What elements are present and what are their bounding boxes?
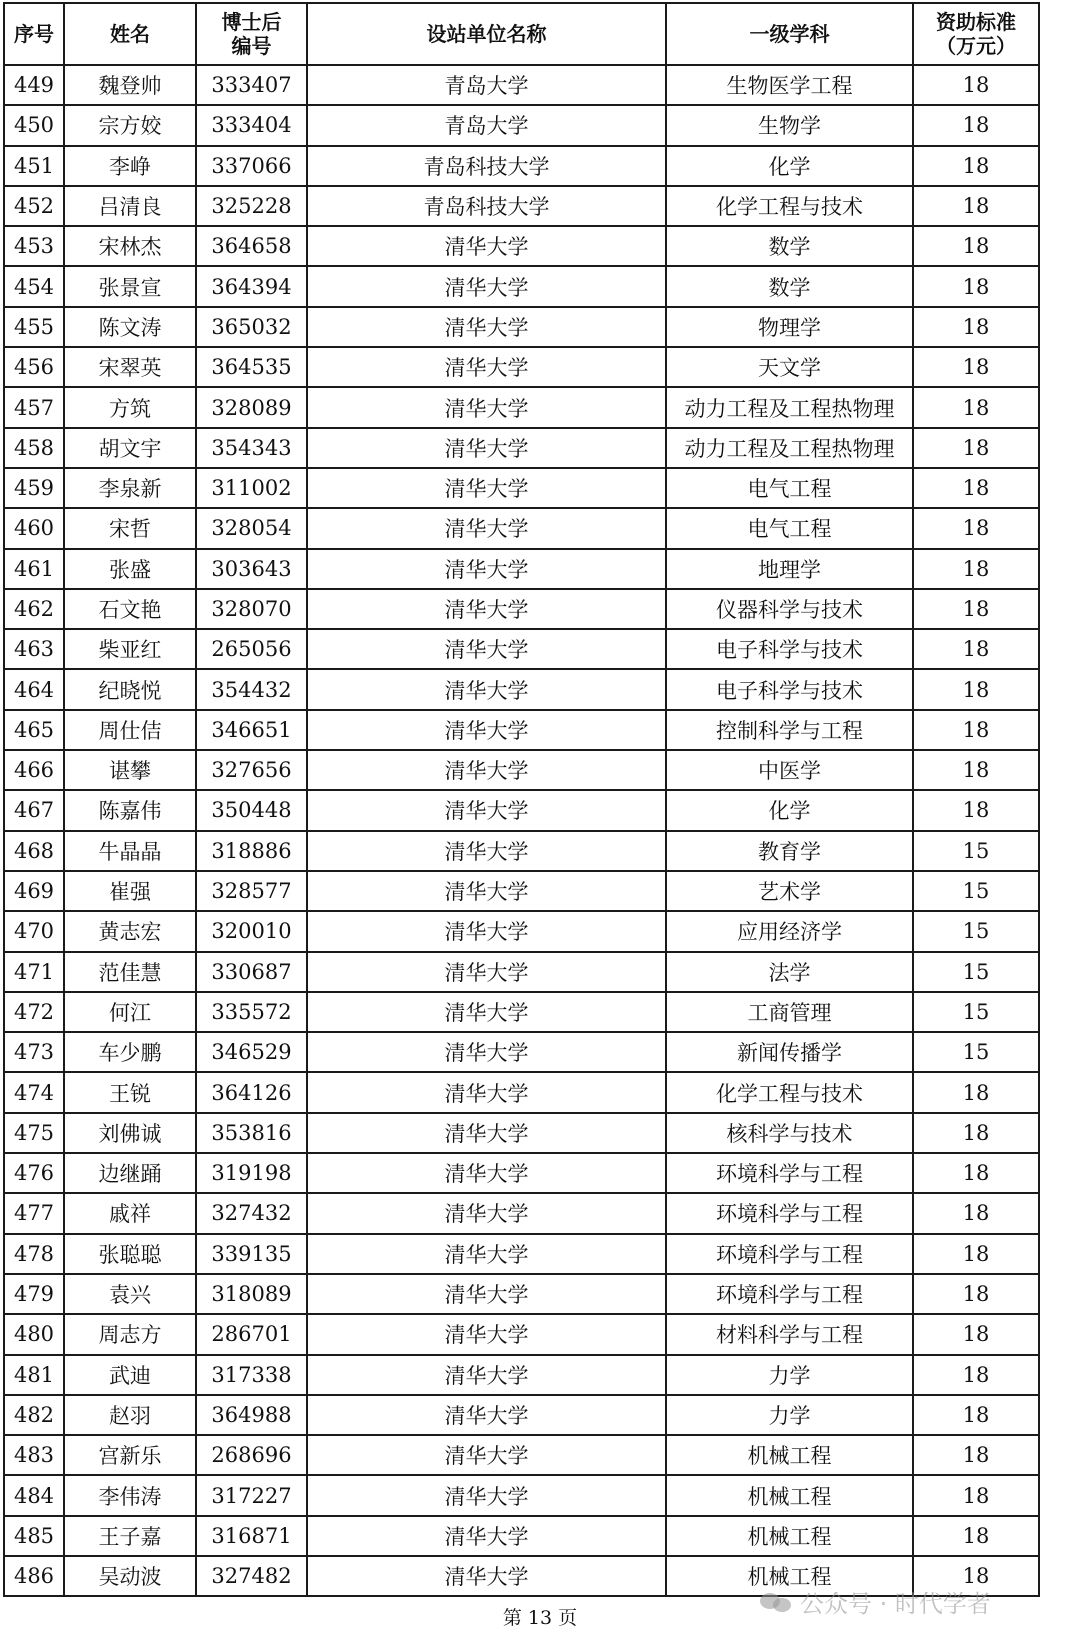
cell-name: 袁兴 <box>64 1274 196 1314</box>
cell-postdoc-id: 364988 <box>196 1395 307 1435</box>
cell-postdoc-id: 337066 <box>196 146 307 186</box>
cell-funding: 18 <box>913 347 1039 387</box>
table-row <box>4 105 1039 145</box>
cell-institution: 清华大学 <box>307 1516 666 1556</box>
cell-index: 453 <box>4 226 64 266</box>
cell-discipline: 环境科学与工程 <box>666 1274 913 1314</box>
cell-institution: 清华大学 <box>307 387 666 427</box>
cell-funding: 18 <box>913 508 1039 548</box>
cell-institution: 清华大学 <box>307 549 666 589</box>
table-body <box>4 65 1039 1596</box>
cell-name: 宗方姣 <box>64 105 196 145</box>
cell-discipline: 新闻传播学 <box>666 1032 913 1072</box>
table-row <box>4 347 1039 387</box>
cell-institution: 清华大学 <box>307 669 666 709</box>
watermark-text: 公众号 · 时代学者 <box>800 1590 991 1618</box>
cell-discipline: 教育学 <box>666 831 913 871</box>
cell-postdoc-id: 268696 <box>196 1435 307 1475</box>
table-row <box>4 1072 1039 1112</box>
cell-index: 466 <box>4 750 64 790</box>
cell-name: 王锐 <box>64 1072 196 1112</box>
cell-institution: 清华大学 <box>307 1032 666 1072</box>
cell-discipline: 机械工程 <box>666 1435 913 1475</box>
cell-funding: 18 <box>913 750 1039 790</box>
cell-name: 李伟涛 <box>64 1475 196 1515</box>
cell-discipline: 工商管理 <box>666 992 913 1032</box>
cell-postdoc-id: 328070 <box>196 589 307 629</box>
cell-discipline: 化学工程与技术 <box>666 186 913 226</box>
cell-name: 范佳慧 <box>64 952 196 992</box>
cell-index: 468 <box>4 831 64 871</box>
cell-name: 方筑 <box>64 387 196 427</box>
cell-discipline: 环境科学与工程 <box>666 1153 913 1193</box>
cell-postdoc-id: 327432 <box>196 1193 307 1233</box>
cell-postdoc-id: 328054 <box>196 508 307 548</box>
table-row <box>4 1395 1039 1435</box>
cell-name: 武迪 <box>64 1355 196 1395</box>
cell-name: 宋翠英 <box>64 347 196 387</box>
cell-index: 474 <box>4 1072 64 1112</box>
cell-discipline: 动力工程及工程热物理 <box>666 428 913 468</box>
cell-index: 467 <box>4 790 64 830</box>
cell-name: 何江 <box>64 992 196 1032</box>
cell-name: 宋哲 <box>64 508 196 548</box>
cell-funding: 18 <box>913 146 1039 186</box>
table-row <box>4 1234 1039 1274</box>
cell-name: 石文艳 <box>64 589 196 629</box>
cell-discipline: 法学 <box>666 952 913 992</box>
cell-name: 王子嘉 <box>64 1516 196 1556</box>
header-name: 姓名 <box>64 3 196 65</box>
header-institution: 设站单位名称 <box>307 3 666 65</box>
cell-postdoc-id: 350448 <box>196 790 307 830</box>
table-row <box>4 226 1039 266</box>
wechat-icon <box>760 1591 794 1613</box>
cell-institution: 清华大学 <box>307 1113 666 1153</box>
cell-funding: 18 <box>913 629 1039 669</box>
cell-funding: 18 <box>913 790 1039 830</box>
cell-funding: 15 <box>913 831 1039 871</box>
watermark <box>760 1584 991 1619</box>
table-row <box>4 629 1039 669</box>
cell-postdoc-id: 364658 <box>196 226 307 266</box>
table-row <box>4 710 1039 750</box>
cell-index: 459 <box>4 468 64 508</box>
cell-institution: 清华大学 <box>307 831 666 871</box>
cell-institution: 青岛大学 <box>307 65 666 105</box>
table-row <box>4 1113 1039 1153</box>
cell-funding: 18 <box>913 226 1039 266</box>
cell-postdoc-id: 317338 <box>196 1355 307 1395</box>
cell-institution: 清华大学 <box>307 468 666 508</box>
cell-discipline: 机械工程 <box>666 1475 913 1515</box>
cell-postdoc-id: 265056 <box>196 629 307 669</box>
table-row <box>4 307 1039 347</box>
cell-funding: 18 <box>913 65 1039 105</box>
cell-funding: 18 <box>913 186 1039 226</box>
cell-institution: 青岛科技大学 <box>307 186 666 226</box>
cell-index: 460 <box>4 508 64 548</box>
cell-discipline: 生物医学工程 <box>666 65 913 105</box>
cell-discipline: 物理学 <box>666 307 913 347</box>
cell-postdoc-id: 327482 <box>196 1556 307 1596</box>
table-row <box>4 1475 1039 1515</box>
cell-postdoc-id: 320010 <box>196 911 307 951</box>
cell-name: 赵羽 <box>64 1395 196 1435</box>
cell-index: 483 <box>4 1435 64 1475</box>
cell-name: 宋林杰 <box>64 226 196 266</box>
cell-index: 464 <box>4 669 64 709</box>
cell-institution: 清华大学 <box>307 1193 666 1233</box>
cell-discipline: 艺术学 <box>666 871 913 911</box>
cell-postdoc-id: 354432 <box>196 669 307 709</box>
table-row <box>4 1274 1039 1314</box>
cell-name: 吕清良 <box>64 186 196 226</box>
cell-postdoc-id: 316871 <box>196 1516 307 1556</box>
table-row <box>4 911 1039 951</box>
cell-index: 450 <box>4 105 64 145</box>
cell-index: 470 <box>4 911 64 951</box>
cell-institution: 清华大学 <box>307 508 666 548</box>
cell-postdoc-id: 328577 <box>196 871 307 911</box>
table-row <box>4 387 1039 427</box>
cell-name: 李峥 <box>64 146 196 186</box>
cell-postdoc-id: 365032 <box>196 307 307 347</box>
page-number: 第 13 页 <box>502 1607 578 1629</box>
cell-funding: 18 <box>913 428 1039 468</box>
cell-institution: 清华大学 <box>307 710 666 750</box>
cell-postdoc-id: 364126 <box>196 1072 307 1112</box>
cell-name: 纪晓悦 <box>64 669 196 709</box>
cell-index: 455 <box>4 307 64 347</box>
cell-name: 谌攀 <box>64 750 196 790</box>
table-header-row <box>4 3 1039 65</box>
cell-funding: 15 <box>913 992 1039 1032</box>
cell-discipline: 核科学与技术 <box>666 1113 913 1153</box>
cell-funding: 18 <box>913 710 1039 750</box>
cell-postdoc-id: 286701 <box>196 1314 307 1354</box>
cell-name: 陈嘉伟 <box>64 790 196 830</box>
cell-name: 戚祥 <box>64 1193 196 1233</box>
cell-funding: 18 <box>913 1274 1039 1314</box>
table-row <box>4 1516 1039 1556</box>
cell-discipline: 力学 <box>666 1395 913 1435</box>
cell-name: 周志方 <box>64 1314 196 1354</box>
table-row <box>4 1032 1039 1072</box>
cell-funding: 18 <box>913 669 1039 709</box>
cell-postdoc-id: 328089 <box>196 387 307 427</box>
cell-institution: 清华大学 <box>307 226 666 266</box>
cell-funding: 18 <box>913 1072 1039 1112</box>
table-row <box>4 871 1039 911</box>
cell-index: 476 <box>4 1153 64 1193</box>
cell-discipline: 环境科学与工程 <box>666 1234 913 1274</box>
cell-institution: 清华大学 <box>307 1475 666 1515</box>
cell-funding: 15 <box>913 911 1039 951</box>
cell-discipline: 生物学 <box>666 105 913 145</box>
table-row <box>4 468 1039 508</box>
table-row <box>4 1355 1039 1395</box>
cell-institution: 清华大学 <box>307 629 666 669</box>
cell-institution: 清华大学 <box>307 871 666 911</box>
cell-institution: 清华大学 <box>307 750 666 790</box>
cell-postdoc-id: 318089 <box>196 1274 307 1314</box>
cell-discipline: 控制科学与工程 <box>666 710 913 750</box>
cell-postdoc-id: 327656 <box>196 750 307 790</box>
cell-funding: 18 <box>913 1435 1039 1475</box>
cell-institution: 清华大学 <box>307 911 666 951</box>
cell-discipline: 电子科学与技术 <box>666 629 913 669</box>
cell-index: 481 <box>4 1355 64 1395</box>
header-index: 序号 <box>4 3 64 65</box>
cell-postdoc-id: 335572 <box>196 992 307 1032</box>
cell-postdoc-id: 330687 <box>196 952 307 992</box>
cell-name: 张盛 <box>64 549 196 589</box>
cell-discipline: 数学 <box>666 266 913 306</box>
cell-funding: 18 <box>913 1475 1039 1515</box>
cell-funding: 18 <box>913 1153 1039 1193</box>
cell-funding: 18 <box>913 1516 1039 1556</box>
table-row <box>4 1435 1039 1475</box>
cell-index: 463 <box>4 629 64 669</box>
cell-funding: 18 <box>913 1113 1039 1153</box>
cell-index: 451 <box>4 146 64 186</box>
cell-institution: 清华大学 <box>307 992 666 1032</box>
cell-funding: 18 <box>913 1314 1039 1354</box>
cell-name: 刘佛诚 <box>64 1113 196 1153</box>
cell-name: 胡文宇 <box>64 428 196 468</box>
table-row <box>4 549 1039 589</box>
cell-postdoc-id: 354343 <box>196 428 307 468</box>
cell-institution: 清华大学 <box>307 1435 666 1475</box>
cell-postdoc-id: 317227 <box>196 1475 307 1515</box>
cell-institution: 清华大学 <box>307 266 666 306</box>
cell-index: 475 <box>4 1113 64 1153</box>
cell-discipline: 数学 <box>666 226 913 266</box>
table-row <box>4 831 1039 871</box>
header-postdoc-id: 博士后 编号 <box>196 3 307 65</box>
cell-institution: 青岛科技大学 <box>307 146 666 186</box>
cell-institution: 清华大学 <box>307 952 666 992</box>
cell-index: 465 <box>4 710 64 750</box>
cell-postdoc-id: 333404 <box>196 105 307 145</box>
cell-discipline: 电气工程 <box>666 468 913 508</box>
cell-funding: 18 <box>913 1395 1039 1435</box>
header-funding: 资助标准 （万元） <box>913 3 1039 65</box>
cell-institution: 清华大学 <box>307 347 666 387</box>
cell-discipline: 化学 <box>666 790 913 830</box>
cell-discipline: 机械工程 <box>666 1556 913 1596</box>
table-row <box>4 508 1039 548</box>
cell-postdoc-id: 319198 <box>196 1153 307 1193</box>
table-row <box>4 428 1039 468</box>
cell-funding: 18 <box>913 468 1039 508</box>
table-row <box>4 1314 1039 1354</box>
cell-index: 485 <box>4 1516 64 1556</box>
cell-index: 479 <box>4 1274 64 1314</box>
cell-name: 魏登帅 <box>64 65 196 105</box>
cell-name: 牛晶晶 <box>64 831 196 871</box>
cell-index: 480 <box>4 1314 64 1354</box>
cell-discipline: 材料科学与工程 <box>666 1314 913 1354</box>
cell-discipline: 中医学 <box>666 750 913 790</box>
header-discipline: 一级学科 <box>666 3 913 65</box>
cell-institution: 青岛大学 <box>307 105 666 145</box>
cell-discipline: 化学 <box>666 146 913 186</box>
cell-institution: 清华大学 <box>307 1274 666 1314</box>
cell-postdoc-id: 303643 <box>196 549 307 589</box>
cell-postdoc-id: 364394 <box>196 266 307 306</box>
cell-discipline: 化学工程与技术 <box>666 1072 913 1112</box>
cell-institution: 清华大学 <box>307 1234 666 1274</box>
table-row <box>4 669 1039 709</box>
cell-institution: 清华大学 <box>307 307 666 347</box>
cell-postdoc-id: 311002 <box>196 468 307 508</box>
cell-institution: 清华大学 <box>307 589 666 629</box>
table-row <box>4 266 1039 306</box>
table-row <box>4 1153 1039 1193</box>
cell-postdoc-id: 353816 <box>196 1113 307 1153</box>
cell-discipline: 动力工程及工程热物理 <box>666 387 913 427</box>
cell-name: 周仕佶 <box>64 710 196 750</box>
cell-postdoc-id: 346529 <box>196 1032 307 1072</box>
cell-discipline: 地理学 <box>666 549 913 589</box>
cell-funding: 15 <box>913 952 1039 992</box>
cell-funding: 18 <box>913 1355 1039 1395</box>
cell-name: 柴亚红 <box>64 629 196 669</box>
table-row <box>4 992 1039 1032</box>
cell-name: 陈文涛 <box>64 307 196 347</box>
cell-index: 452 <box>4 186 64 226</box>
table-row <box>4 750 1039 790</box>
cell-funding: 15 <box>913 1032 1039 1072</box>
cell-funding: 18 <box>913 1193 1039 1233</box>
cell-name: 崔强 <box>64 871 196 911</box>
cell-index: 456 <box>4 347 64 387</box>
cell-index: 449 <box>4 65 64 105</box>
table-row <box>4 589 1039 629</box>
cell-discipline: 电气工程 <box>666 508 913 548</box>
cell-institution: 清华大学 <box>307 1072 666 1112</box>
cell-postdoc-id: 339135 <box>196 1234 307 1274</box>
cell-funding: 18 <box>913 1556 1039 1596</box>
cell-index: 461 <box>4 549 64 589</box>
cell-institution: 清华大学 <box>307 428 666 468</box>
cell-discipline: 应用经济学 <box>666 911 913 951</box>
cell-institution: 清华大学 <box>307 1153 666 1193</box>
cell-index: 478 <box>4 1234 64 1274</box>
cell-index: 458 <box>4 428 64 468</box>
cell-name: 李泉新 <box>64 468 196 508</box>
cell-index: 457 <box>4 387 64 427</box>
table-row <box>4 65 1039 105</box>
cell-postdoc-id: 318886 <box>196 831 307 871</box>
cell-index: 484 <box>4 1475 64 1515</box>
cell-institution: 清华大学 <box>307 790 666 830</box>
cell-postdoc-id: 346651 <box>196 710 307 750</box>
cell-funding: 18 <box>913 387 1039 427</box>
cell-postdoc-id: 364535 <box>196 347 307 387</box>
table-row <box>4 1193 1039 1233</box>
cell-name: 宫新乐 <box>64 1435 196 1475</box>
cell-index: 486 <box>4 1556 64 1596</box>
cell-index: 472 <box>4 992 64 1032</box>
cell-name: 边继踊 <box>64 1153 196 1193</box>
cell-postdoc-id: 325228 <box>196 186 307 226</box>
cell-index: 471 <box>4 952 64 992</box>
cell-name: 吴动波 <box>64 1556 196 1596</box>
table-row <box>4 952 1039 992</box>
cell-index: 462 <box>4 589 64 629</box>
cell-discipline: 机械工程 <box>666 1516 913 1556</box>
cell-funding: 18 <box>913 589 1039 629</box>
cell-index: 477 <box>4 1193 64 1233</box>
cell-funding: 18 <box>913 307 1039 347</box>
cell-discipline: 天文学 <box>666 347 913 387</box>
cell-index: 473 <box>4 1032 64 1072</box>
cell-funding: 18 <box>913 1234 1039 1274</box>
table-row <box>4 790 1039 830</box>
cell-postdoc-id: 333407 <box>196 65 307 105</box>
cell-name: 张聪聪 <box>64 1234 196 1274</box>
cell-funding: 18 <box>913 105 1039 145</box>
cell-institution: 清华大学 <box>307 1314 666 1354</box>
cell-discipline: 电子科学与技术 <box>666 669 913 709</box>
cell-index: 482 <box>4 1395 64 1435</box>
cell-funding: 15 <box>913 871 1039 911</box>
postdoc-funding-table <box>3 2 1040 1597</box>
cell-index: 469 <box>4 871 64 911</box>
cell-institution: 清华大学 <box>307 1355 666 1395</box>
cell-name: 张景宣 <box>64 266 196 306</box>
table-row <box>4 186 1039 226</box>
cell-name: 黄志宏 <box>64 911 196 951</box>
cell-name: 车少鹏 <box>64 1032 196 1072</box>
cell-institution: 清华大学 <box>307 1395 666 1435</box>
table-row <box>4 146 1039 186</box>
cell-funding: 18 <box>913 549 1039 589</box>
cell-index: 454 <box>4 266 64 306</box>
cell-discipline: 力学 <box>666 1355 913 1395</box>
cell-funding: 18 <box>913 266 1039 306</box>
cell-discipline: 仪器科学与技术 <box>666 589 913 629</box>
cell-institution: 清华大学 <box>307 1556 666 1596</box>
cell-discipline: 环境科学与工程 <box>666 1193 913 1233</box>
